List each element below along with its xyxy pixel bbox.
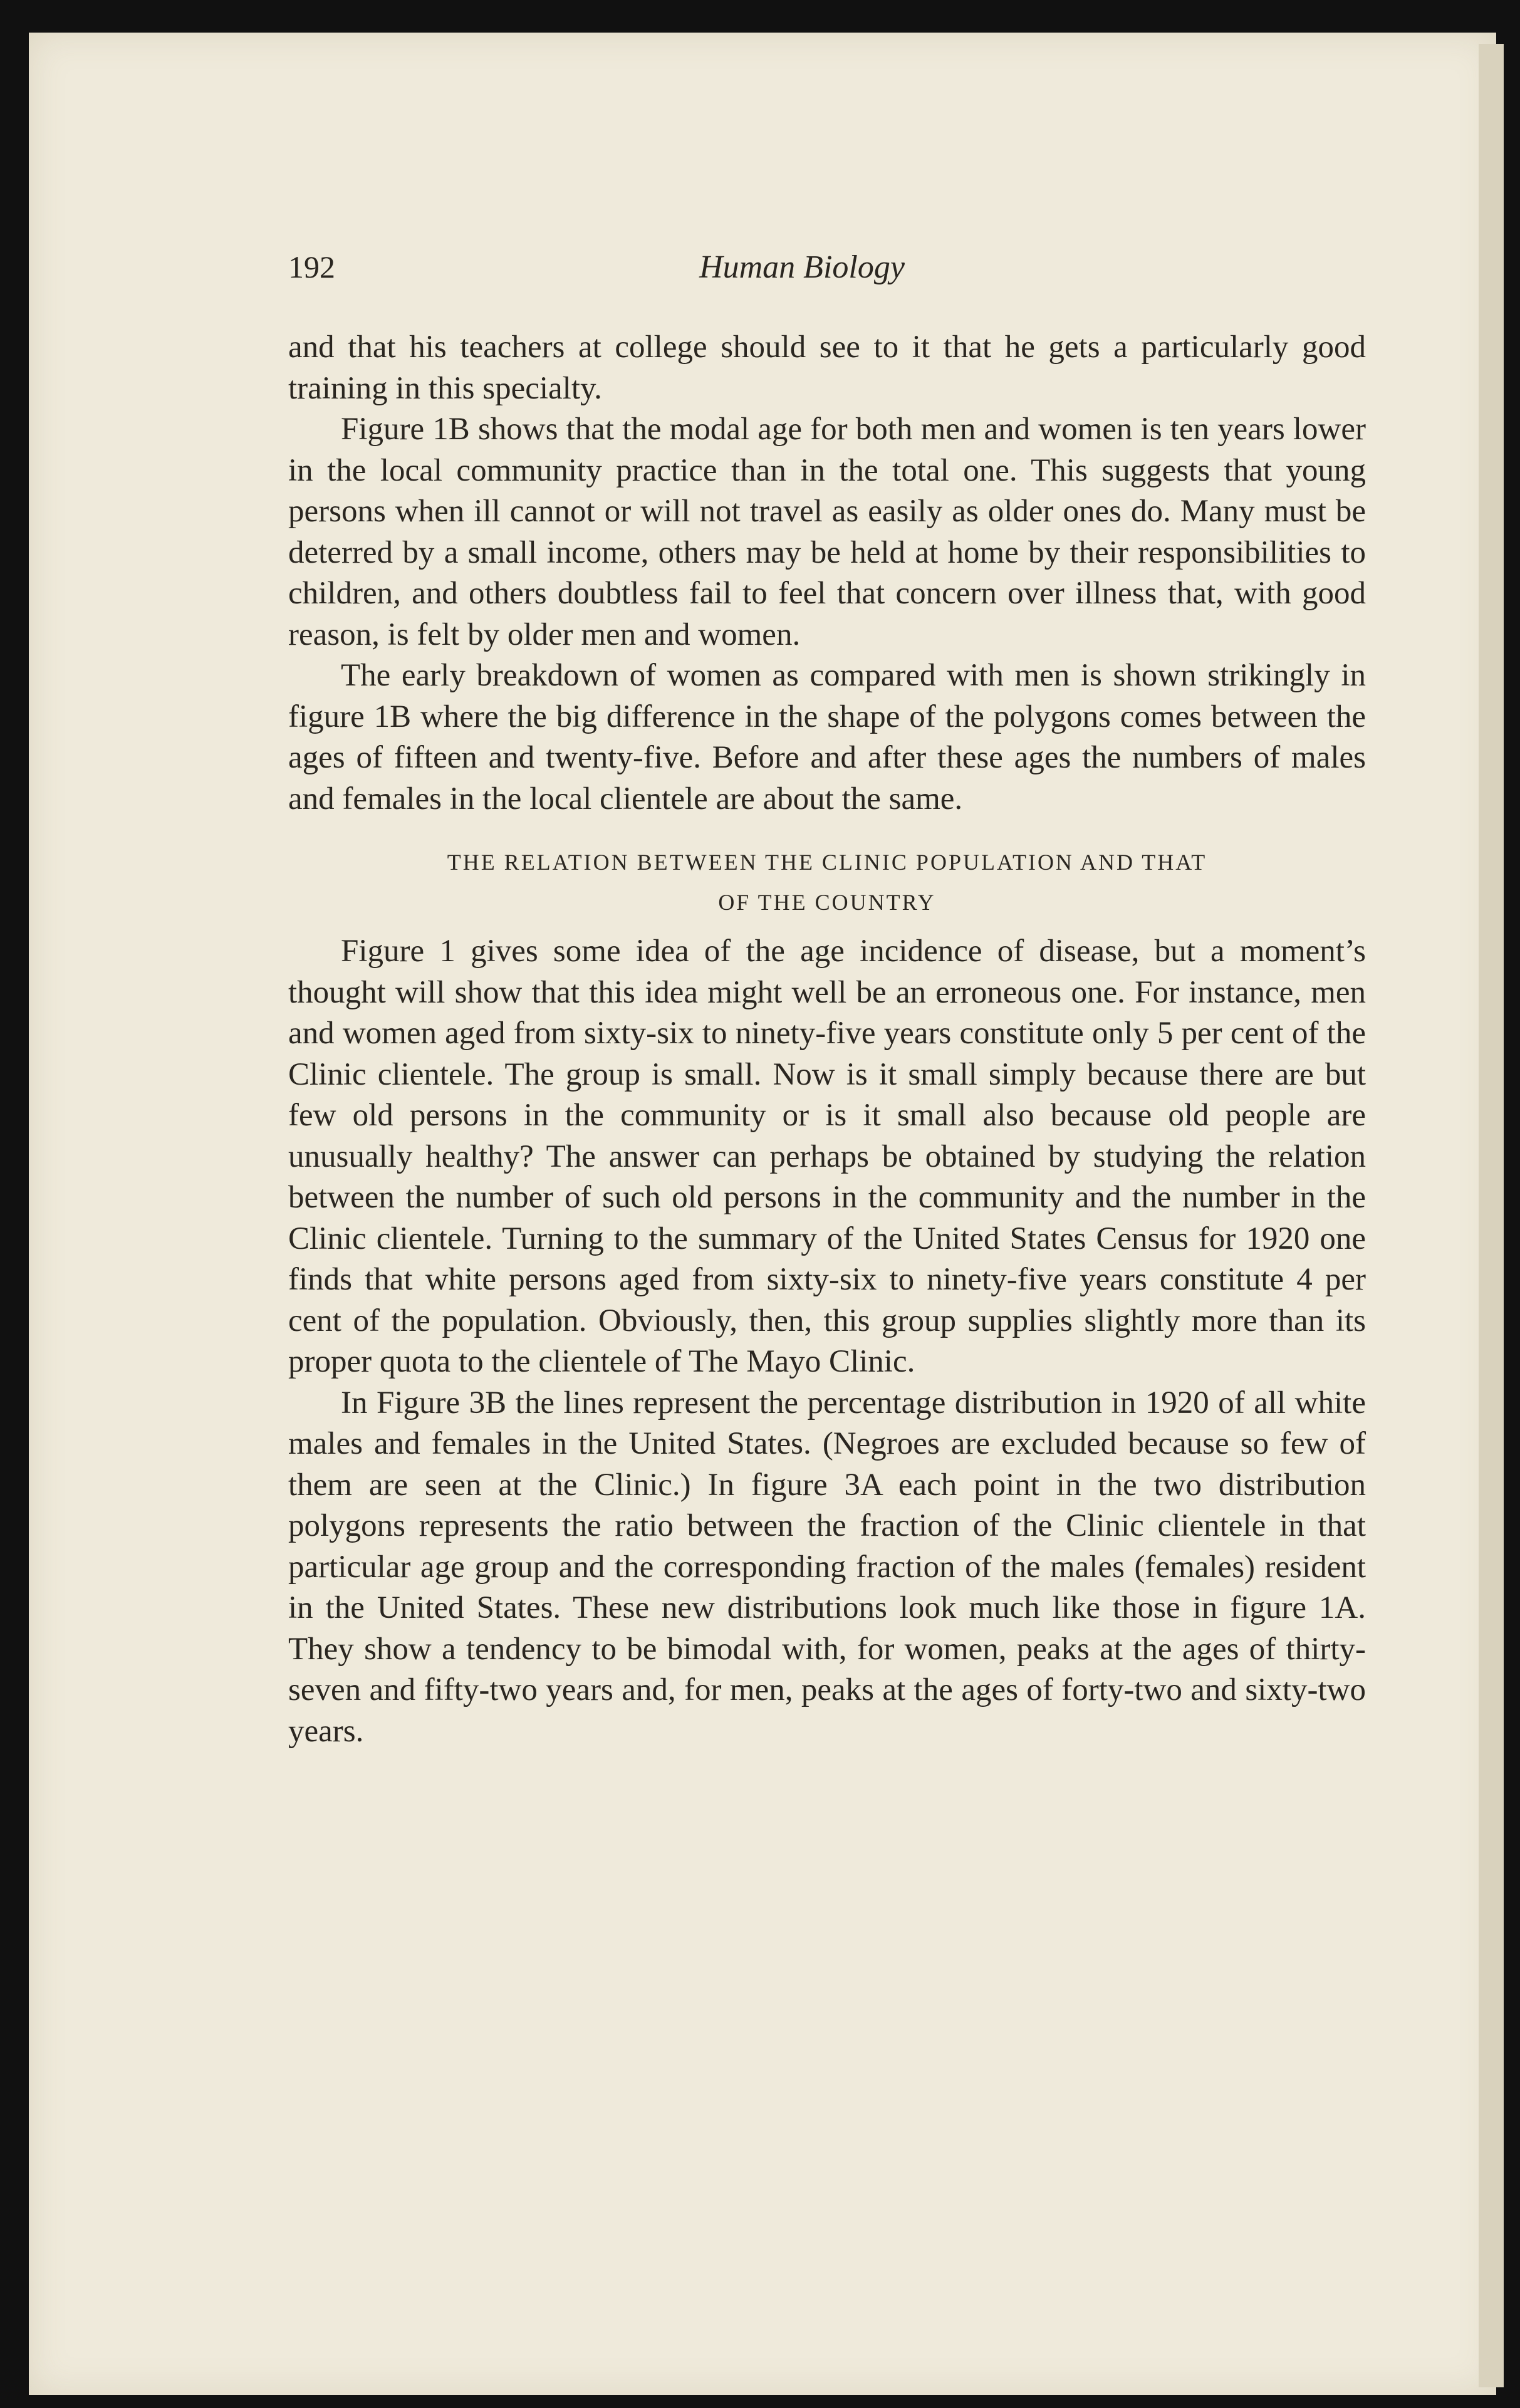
paragraph: In Figure 3B the lines represent the percentage distribution in 1920 of all white males and females in the United States. (Negroes are excluded because so few of them are seen at the Clinic.) In figure 3A each point in the two distribution polygons represents the ratio between the fraction of the Clinic clientele in that particular age group and the corresponding fraction of the males (females) resident in the United States. These new distributions look much like those in figure 1A. They show a tendency to be bimodal with, for women, peaks at the ages of thirty-seven and fifty-two years and, for men, peaks at the ages of forty-two and sixty-two years. xyxy=(288,1385,1366,1749)
page-number: 192 xyxy=(288,249,335,284)
paragraph: Figure 1B shows that the modal age for both men and women is ten years lower in the local community practice than in the total one. This suggests that young persons when ill cannot or will not travel as easily as older ones do. Many must be deterred by a small income, others may be held at home by their responsibilities to children, and others doubtless fail to feel that concern over illness that, with good reason, is felt by older men and women. xyxy=(288,412,1366,652)
book-page xyxy=(29,33,1496,2395)
running-head xyxy=(288,249,1316,293)
section-heading xyxy=(288,842,1366,922)
paragraph: Figure 1 gives some idea of the age incidence of disease, but a moment’s thought will show that this idea might well be an erroneous one. For instance, men and women aged from sixty-six to ninety-five years constitute only 5 per cent of the Clinic clientele. The group is small. Now is it small simply because there are but few old persons in the community or is it small also because old people are unusually healthy? The answer can perhaps be obtained by studying the relation between the number of such old persons in the community and the number in the Clinic clientele. Turning to the summary of the United States Census for 1920 one finds that white persons aged from sixty-six to ninety-five years constitute 4 per cent of the population. Obviously, then, this group supplies slightly more than its proper quota to the clientele of The Mayo Clinic. xyxy=(288,934,1366,1379)
journal-title: Human Biology xyxy=(699,249,905,285)
paragraph-continued: and that his teachers at college should see to it that he gets a particularly good training in this specialty. xyxy=(288,330,1366,406)
section-heading-line: OF THE COUNTRY xyxy=(718,890,936,915)
section-heading-line: THE RELATION BETWEEN THE CLINIC POPULATION AND THAT xyxy=(447,850,1207,875)
page-edge xyxy=(1479,44,1504,2387)
body-text xyxy=(288,327,1366,1752)
paragraph: The early breakdown of women as compared with men is shown strikingly in figure 1B where the big difference in the shape of the polygons comes between the ages of fifteen and twenty-five. Before and after these ages the numbers of males and females in the local clientele are about the same. xyxy=(288,658,1366,816)
